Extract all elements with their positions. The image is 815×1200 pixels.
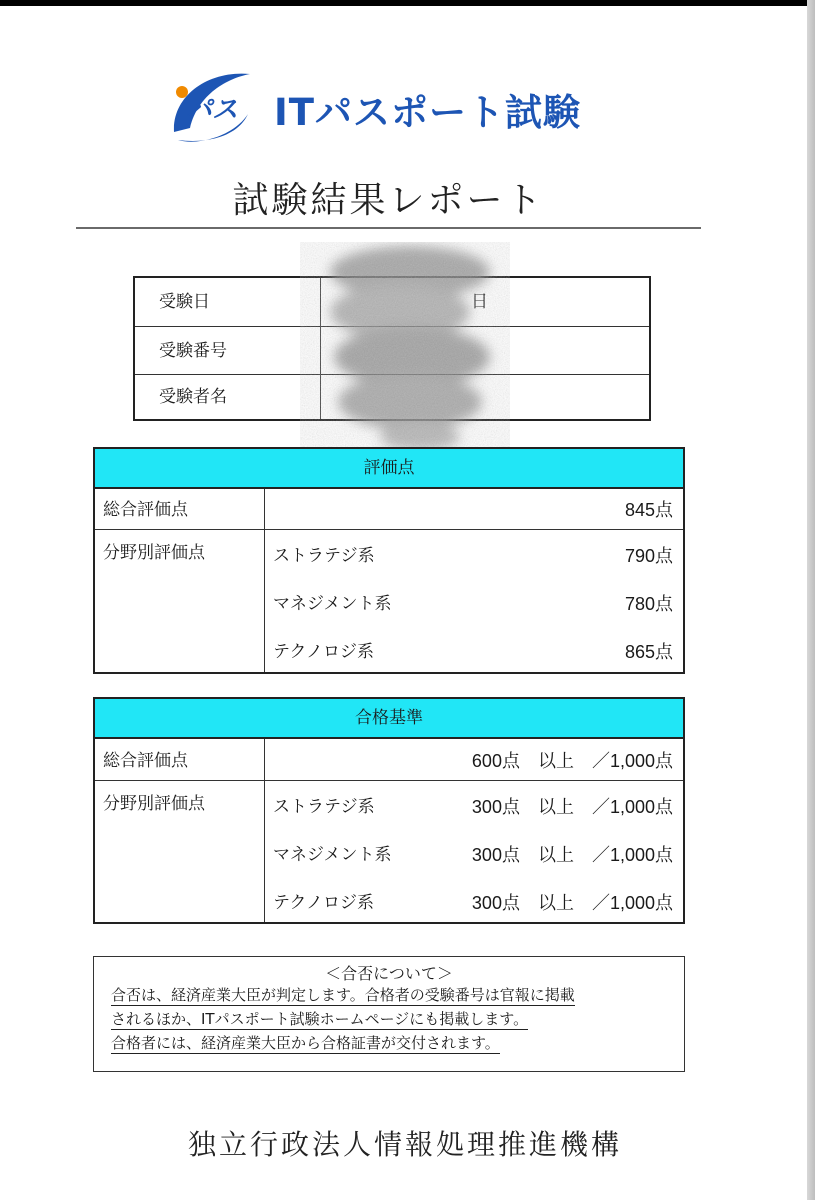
criteria-technology-value: 300点 以上 ／1,000点: [471, 893, 673, 913]
page-edge: [807, 0, 815, 1200]
logo-mark-text: パス: [186, 94, 239, 124]
criteria-col-divider: [264, 739, 265, 922]
scores-table: [93, 447, 685, 674]
criteria-technology-label: テクノロジ系: [273, 893, 374, 913]
management-label: マネジメント系: [273, 594, 392, 614]
notice-line: 合格者には、経済産業大臣から合格証書が交付されます。: [111, 1034, 500, 1052]
notice-line: 合否は、経済産業大臣が判定します。合格者の受験番号は官報に掲載: [111, 986, 575, 1004]
criteria-total-label: 総合評価点: [103, 751, 188, 771]
criteria-total-value: 600点 以上 ／1,000点: [471, 751, 673, 771]
issuing-organization: 独立行政法人情報処理推進機構: [187, 1128, 622, 1161]
scores-row-divider: [95, 529, 683, 530]
management-score: 780点: [624, 594, 673, 614]
passport-logo-mark-icon: [168, 66, 254, 146]
total-score-label: 総合評価点: [103, 500, 188, 520]
redaction-mark: [300, 242, 510, 454]
scores-heading: 評価点: [95, 449, 683, 489]
notice-title: ＜合否について＞: [325, 964, 453, 983]
criteria-heading: 合格基準: [95, 699, 683, 739]
notice-line: されるほか、ITパスポート試験ホームページにも掲載します。: [111, 1010, 529, 1028]
logo-text: ITパスポート試験: [274, 91, 582, 134]
exam-number-label: 受験番号: [159, 341, 227, 361]
exam-date-label: 受験日: [159, 292, 210, 312]
scores-col-divider: [264, 489, 265, 672]
title-divider: [76, 227, 701, 229]
criteria-management-value: 300点 以上 ／1,000点: [471, 845, 673, 865]
technology-score: 865点: [624, 642, 673, 662]
exam-date-suffix: 日: [471, 292, 488, 312]
criteria-strategy-label: ストラテジ系: [273, 797, 375, 817]
pass-criteria-table: [93, 697, 685, 924]
pass-fail-notice: [93, 956, 685, 1072]
technology-label: テクノロジ系: [273, 642, 374, 662]
it-passport-logo: [168, 66, 608, 146]
total-score-value: 845点: [624, 500, 673, 520]
report-title: 試験結果レポート: [232, 180, 545, 221]
criteria-strategy-value: 300点 以上 ／1,000点: [471, 797, 673, 817]
criteria-management-label: マネジメント系: [273, 845, 392, 865]
field-score-label: 分野別評価点: [103, 543, 205, 563]
examinee-name-label: 受験者名: [159, 387, 227, 407]
criteria-row-divider: [95, 780, 683, 781]
strategy-label: ストラテジ系: [273, 546, 375, 566]
strategy-score: 790点: [624, 546, 673, 566]
criteria-field-label: 分野別評価点: [103, 794, 205, 814]
report-page: [0, 6, 810, 1200]
